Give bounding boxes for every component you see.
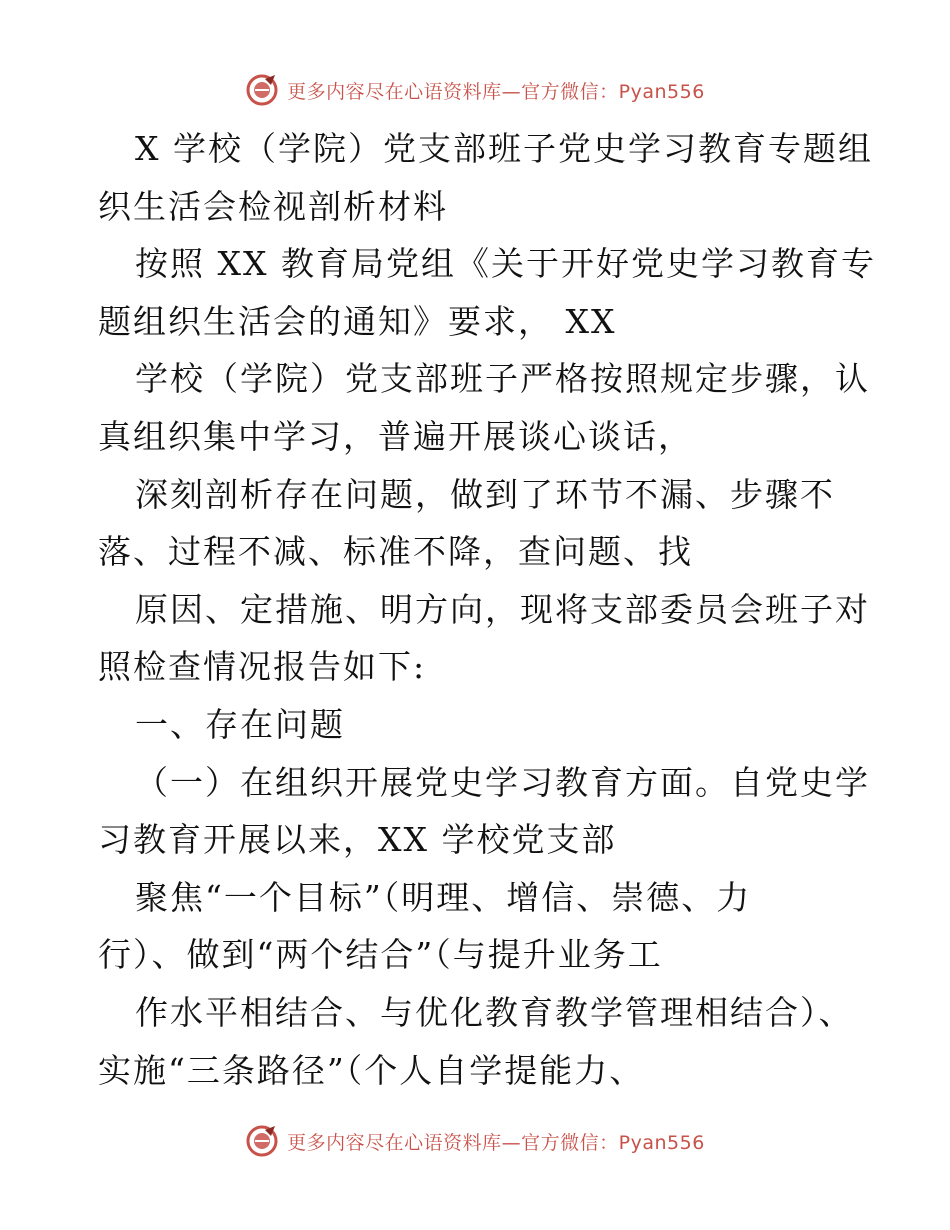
document-line: 聚焦“一个目标”（明理、增信、崇德、力 [135,877,752,917]
logo-icon [245,73,279,107]
watermark-footer [0,1121,950,1161]
document-line: 实施“三条路径”（个人自学提能力、 [98,1050,645,1090]
document-line: 习教育开展以来，XX 学校党支部 [98,820,617,860]
document-line: 深刻剖析存在问题，做到了环节不漏、步骤不 [135,474,835,514]
document-line: 照检查情况报告如下: [98,647,427,687]
document-line: 作水平相结合、与优化教育教学管理相结合）、 [135,992,854,1032]
document-line: （一）在组织开展党史学习教育方面。自党史学 [135,762,870,802]
logo-icon [245,1124,279,1158]
document-line: X 学校（学院）党支部班子党史学习教育专题组 [135,129,873,168]
document-body [98,120,876,1099]
document-line: 真组织集中学习，普遍开展谈心谈话， [98,416,693,456]
document-line: 行）、做到“两个结合”（与提升业务工 [98,935,663,975]
document-line: 落、过程不减、标准不降，查问题、找 [98,532,693,572]
watermark-header [0,70,950,110]
watermark-text: 更多内容尽在心语资料库—官方微信：Pyan556 [287,80,705,103]
section-heading: 一、存在问题 [135,704,345,744]
document-line: 按照 XX 教育局党组《关于开好党史学习教育专 [135,244,876,284]
document-line: 题组织生活会的通知》要求， XX [98,301,617,341]
document-line: 织生活会检视剖析材料 [98,186,448,226]
watermark-text: 更多内容尽在心语资料库—官方微信：Pyan556 [287,1131,705,1154]
document-line: 原因、定措施、明方向，现将支部委员会班子对 [135,589,870,629]
document-line: 学校（学院）党支部班子严格按照规定步骤，认 [135,359,870,399]
